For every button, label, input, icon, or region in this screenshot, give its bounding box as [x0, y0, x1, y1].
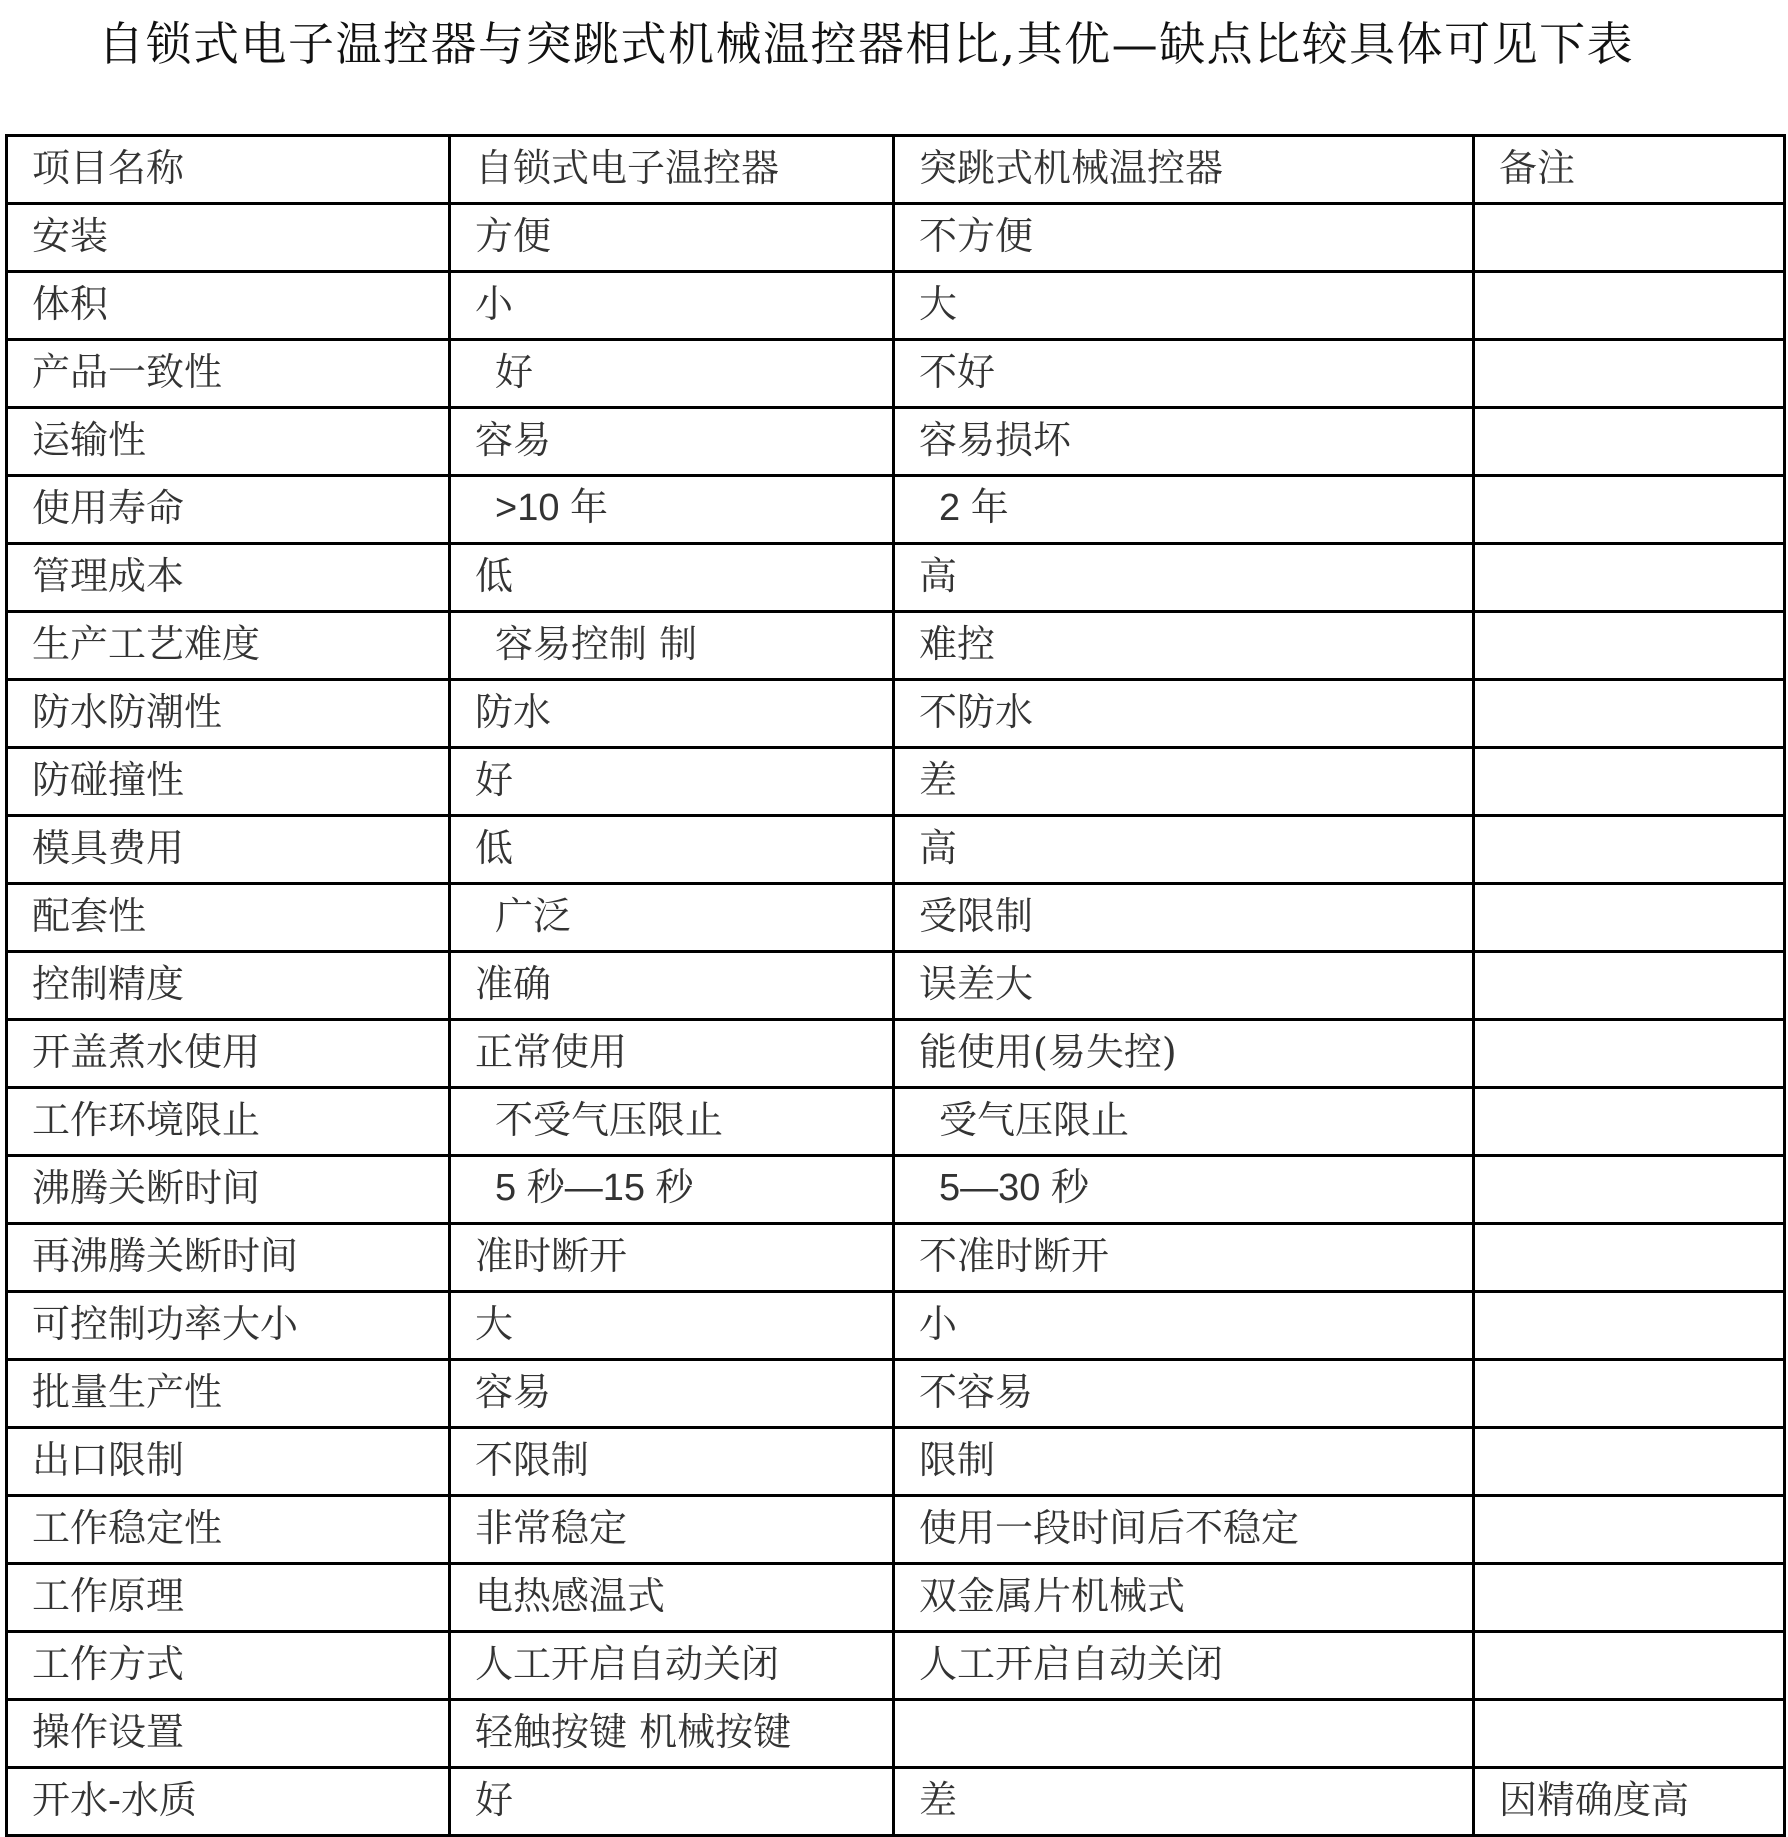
row-item-name: 再沸腾关断时间 — [7, 1224, 450, 1292]
row-electronic-value: 好 — [450, 748, 894, 816]
table-row — [7, 952, 1785, 1020]
row-electronic-value: 轻触按键 机械按键 — [450, 1700, 894, 1768]
row-remark — [1474, 1224, 1785, 1292]
row-mechanical-value: 差 — [894, 748, 1474, 816]
row-mechanical-value: 小 — [894, 1292, 1474, 1360]
row-electronic-value: 容易控制 制 — [450, 612, 894, 680]
row-mechanical-value: 受气压限止 — [894, 1088, 1474, 1156]
row-mechanical-value: 容易损坏 — [894, 408, 1474, 476]
row-electronic-value: 小 — [450, 272, 894, 340]
table-row — [7, 1020, 1785, 1088]
row-electronic-value: 好 — [450, 340, 894, 408]
row-item-name: 沸腾关断时间 — [7, 1156, 450, 1224]
row-mechanical-value: 不好 — [894, 340, 1474, 408]
row-remark — [1474, 816, 1785, 884]
row-remark — [1474, 340, 1785, 408]
row-electronic-value: 容易 — [450, 408, 894, 476]
table-body — [7, 204, 1785, 1836]
row-electronic-value: 好 — [450, 1768, 894, 1836]
header-electronic-thermostat: 自锁式电子温控器 — [450, 136, 894, 204]
row-mechanical-value: 不容易 — [894, 1360, 1474, 1428]
table-header-row — [7, 136, 1785, 204]
row-item-name: 生产工艺难度 — [7, 612, 450, 680]
row-item-name: 出口限制 — [7, 1428, 450, 1496]
row-item-name: 体积 — [7, 272, 450, 340]
row-item-name: 批量生产性 — [7, 1360, 450, 1428]
row-item-name: 工作环境限止 — [7, 1088, 450, 1156]
table-row — [7, 1360, 1785, 1428]
row-remark — [1474, 272, 1785, 340]
table-row — [7, 476, 1785, 544]
row-mechanical-value: 不准时断开 — [894, 1224, 1474, 1292]
row-electronic-value: 容易 — [450, 1360, 894, 1428]
row-electronic-value: 电热感温式 — [450, 1564, 894, 1632]
row-item-name: 工作稳定性 — [7, 1496, 450, 1564]
table-row — [7, 1292, 1785, 1360]
row-item-name: 工作方式 — [7, 1632, 450, 1700]
row-electronic-value: >10 年 — [450, 476, 894, 544]
row-remark — [1474, 408, 1785, 476]
header-remarks: 备注 — [1474, 136, 1785, 204]
row-mechanical-value: 5—30 秒 — [894, 1156, 1474, 1224]
row-remark — [1474, 1292, 1785, 1360]
row-remark — [1474, 1020, 1785, 1088]
row-remark — [1474, 1156, 1785, 1224]
row-remark — [1474, 1360, 1785, 1428]
row-mechanical-value: 限制 — [894, 1428, 1474, 1496]
row-item-name: 防水防潮性 — [7, 680, 450, 748]
row-electronic-value: 准时断开 — [450, 1224, 894, 1292]
row-electronic-value: 大 — [450, 1292, 894, 1360]
row-mechanical-value: 不防水 — [894, 680, 1474, 748]
table-row — [7, 272, 1785, 340]
row-mechanical-value: 不方便 — [894, 204, 1474, 272]
row-remark — [1474, 680, 1785, 748]
row-remark — [1474, 204, 1785, 272]
row-electronic-value: 方便 — [450, 204, 894, 272]
row-electronic-value: 人工开启自动关闭 — [450, 1632, 894, 1700]
row-remark — [1474, 1088, 1785, 1156]
row-mechanical-value — [894, 1700, 1474, 1768]
row-item-name: 产品一致性 — [7, 340, 450, 408]
row-mechanical-value: 人工开启自动关闭 — [894, 1632, 1474, 1700]
row-electronic-value: 低 — [450, 544, 894, 612]
row-mechanical-value: 双金属片机械式 — [894, 1564, 1474, 1632]
table-row — [7, 1224, 1785, 1292]
table-row — [7, 884, 1785, 952]
table-row — [7, 816, 1785, 884]
comparison-table — [5, 134, 1786, 1837]
row-item-name: 安装 — [7, 204, 450, 272]
table-row — [7, 544, 1785, 612]
table-row — [7, 1564, 1785, 1632]
row-remark — [1474, 884, 1785, 952]
table-row — [7, 1156, 1785, 1224]
row-remark — [1474, 952, 1785, 1020]
row-electronic-value: 不限制 — [450, 1428, 894, 1496]
row-electronic-value: 低 — [450, 816, 894, 884]
row-remark — [1474, 544, 1785, 612]
row-electronic-value: 正常使用 — [450, 1020, 894, 1088]
row-mechanical-value: 能使用(易失控) — [894, 1020, 1474, 1088]
header-item-name: 项目名称 — [7, 136, 450, 204]
table-row — [7, 1768, 1785, 1836]
row-remark — [1474, 612, 1785, 680]
row-mechanical-value: 高 — [894, 544, 1474, 612]
table-row — [7, 340, 1785, 408]
row-item-name: 配套性 — [7, 884, 450, 952]
row-item-name: 运输性 — [7, 408, 450, 476]
row-mechanical-value: 2 年 — [894, 476, 1474, 544]
row-remark — [1474, 1632, 1785, 1700]
row-item-name: 防碰撞性 — [7, 748, 450, 816]
row-item-name: 管理成本 — [7, 544, 450, 612]
table-row — [7, 1428, 1785, 1496]
row-mechanical-value: 使用一段时间后不稳定 — [894, 1496, 1474, 1564]
row-item-name: 开盖煮水使用 — [7, 1020, 450, 1088]
row-item-name: 控制精度 — [7, 952, 450, 1020]
table-row — [7, 1088, 1785, 1156]
row-remark — [1474, 1700, 1785, 1768]
row-electronic-value: 不受气压限止 — [450, 1088, 894, 1156]
table-row — [7, 612, 1785, 680]
row-electronic-value: 广泛 — [450, 884, 894, 952]
row-remark — [1474, 748, 1785, 816]
table-row — [7, 204, 1785, 272]
row-remark: 因精确度高 — [1474, 1768, 1785, 1836]
row-item-name: 模具费用 — [7, 816, 450, 884]
row-item-name: 可控制功率大小 — [7, 1292, 450, 1360]
row-mechanical-value: 高 — [894, 816, 1474, 884]
table-row — [7, 680, 1785, 748]
page-title: 自锁式电子温控器与突跳式机械温控器相比,其优—缺点比较具体可见下表 — [98, 17, 1635, 71]
table-row — [7, 408, 1785, 476]
row-remark — [1474, 1564, 1785, 1632]
table-row — [7, 1700, 1785, 1768]
row-mechanical-value: 难控 — [894, 612, 1474, 680]
row-mechanical-value: 大 — [894, 272, 1474, 340]
row-item-name: 工作原理 — [7, 1564, 450, 1632]
table-row — [7, 748, 1785, 816]
row-item-name: 操作设置 — [7, 1700, 450, 1768]
row-mechanical-value: 误差大 — [894, 952, 1474, 1020]
header-mechanical-thermostat: 突跳式机械温控器 — [894, 136, 1474, 204]
row-electronic-value: 非常稳定 — [450, 1496, 894, 1564]
table-row — [7, 1496, 1785, 1564]
row-remark — [1474, 1496, 1785, 1564]
row-mechanical-value: 差 — [894, 1768, 1474, 1836]
row-item-name: 使用寿命 — [7, 476, 450, 544]
table-row — [7, 1632, 1785, 1700]
row-remark — [1474, 476, 1785, 544]
row-electronic-value: 5 秒—15 秒 — [450, 1156, 894, 1224]
row-electronic-value: 准确 — [450, 952, 894, 1020]
row-electronic-value: 防水 — [450, 680, 894, 748]
row-item-name: 开水-水质 — [7, 1768, 450, 1836]
row-remark — [1474, 1428, 1785, 1496]
row-mechanical-value: 受限制 — [894, 884, 1474, 952]
